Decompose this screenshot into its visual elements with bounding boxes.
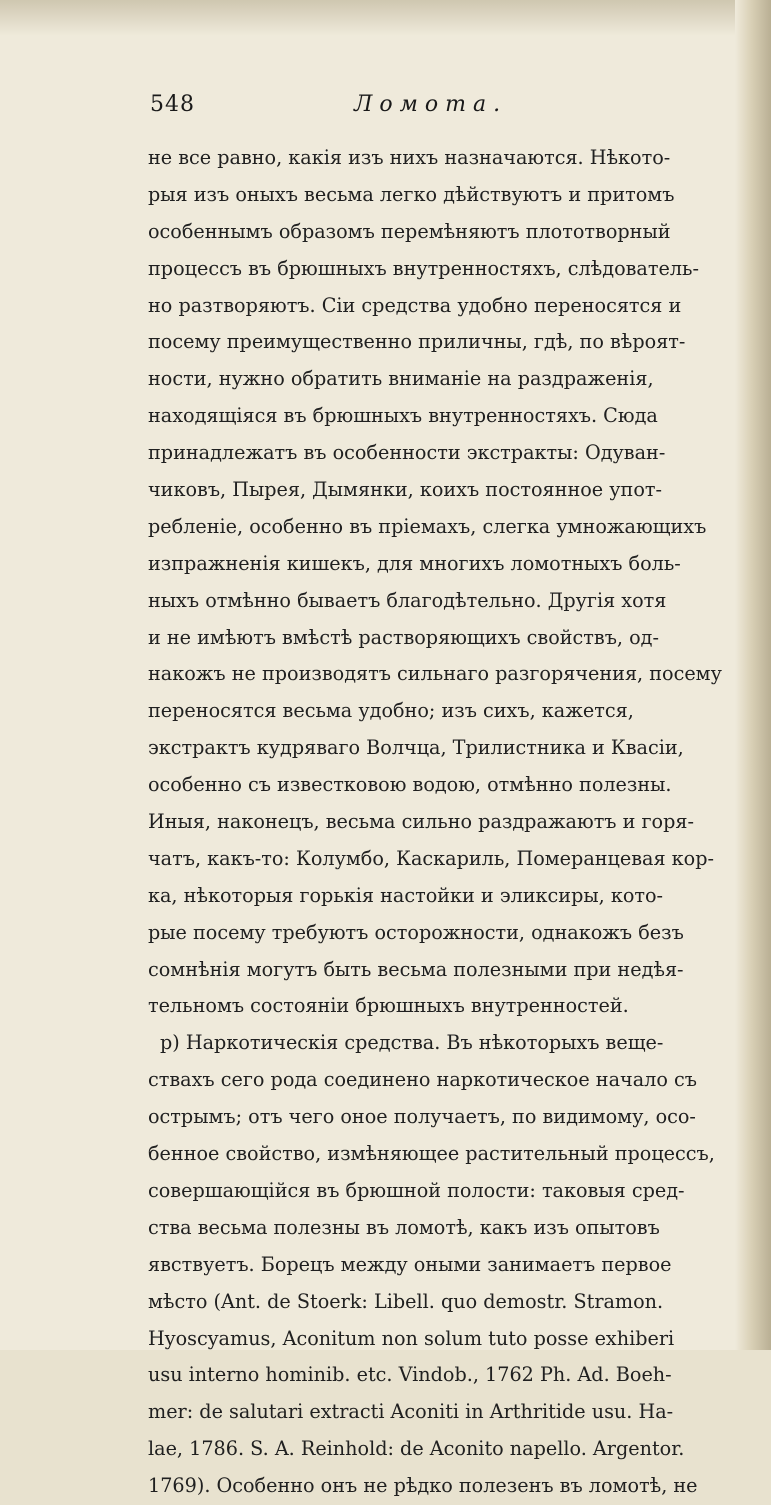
text-line: р) Наркотическія средства. Въ нѣкоторыхъ веще- [160,1031,664,1055]
text-line: накожъ не производятъ сильнаго разгорячения, посему [148,662,722,686]
text-line: чиковъ, Пырея, Дымянки, коихъ постоянное упот- [148,478,662,502]
text-line: ствахъ сего рода соединено наркотическое начало съ [148,1068,697,1092]
text-line: мѣсто (Ant. de Stoerk: Libell. quo demostr. Stramon. [148,1289,664,1313]
text-line: бенное свойство, измѣняющее растительный процессъ, [148,1142,715,1166]
text-line: посему преимущественно приличны, гдѣ, по вѣроят- [148,330,686,354]
page-number: 548 [150,92,195,117]
text-line: рые посему требуютъ осторожности, однакожъ безъ [148,920,684,944]
text-line: изпражненія кишекъ, для многихъ ломотныхъ боль- [148,551,681,575]
text-line: usu interno hominib. etc. Vindob., 1762 Ph. Ad. Boeh- [148,1363,672,1387]
text-line: принадлежатъ въ особенности экстракты: Одуван- [148,441,666,465]
text-line: сомнѣнія могутъ быть весьма полезными при недѣя- [148,957,684,981]
page-top-shadow [0,0,771,36]
text-line: тельномъ состояніи брюшныхъ внутренностей. [148,994,629,1018]
text-line: ства весьма полезны въ ломотѣ, какъ изъ опытовъ [148,1215,660,1239]
text-line: но разтворяютъ. Сіи средства удобно переносятся и [148,293,682,317]
text-line: ности, нужно обратить вниманіе на раздраженія, [148,367,654,391]
text-line: совершающійся въ брюшной полости: таковыя сред- [148,1178,685,1202]
text-line: особенно съ известковою водою, отмѣнно полезны. [148,773,672,797]
text-line: mer: de salutari extracti Aconiti in Arthritide usu. Ha- [148,1400,674,1424]
book-gutter-shadow [735,0,771,1350]
text-line: не все равно, какія изъ нихъ назначаются. Нѣкото- [148,146,671,169]
running-title: Ломота. [354,92,508,117]
text-line: ныхъ отмѣнно бываетъ благодѣтельно. Другія хотя [148,588,667,612]
text-line: чатъ, какъ-то: Колумбо, Каскариль, Померанцевая кор- [148,846,714,870]
text-line: экстрактъ кудряваго Волчца, Трилистника и Квасіи, [148,736,684,760]
text-line: Hyoscyamus, Aconitum non solum tuto posse exhiberi [148,1326,675,1350]
text-line: Иныя, наконецъ, весьма сильно раздражаютъ и горя- [148,810,694,834]
text-line: явствуетъ. Борецъ между оными занимаетъ первое [148,1252,672,1276]
text-line: рыя изъ оныхъ весьма легко дѣйствуютъ и притомъ [148,182,675,206]
text-body [148,140,730,1505]
text-line: находящіяся въ брюшныхъ внутренностяхъ. Сюда [148,404,658,428]
text-line: lae, 1786. S. A. Reinhold: de Aconito napello. Argentor. [148,1437,685,1461]
text-line: острымъ; отъ чего оное получаетъ, по видимому, осо- [148,1105,696,1129]
text-line: ка, нѣкоторыя горькія настойки и эликсиры, кото- [148,883,664,907]
text-line: и не имѣютъ вмѣстѣ растворяющихъ свойствъ, од- [148,625,659,649]
text-line: переносятся весьма удобно; изъ сихъ, кажется, [148,699,634,723]
text-line: процессъ въ брюшныхъ внутренностяхъ, слѣдователь- [148,256,699,280]
text-line: ребленіе, особенно въ пріемахъ, слегка умножающихъ [148,514,707,538]
text-line: особеннымъ образомъ перемѣняютъ плототворный [148,219,671,243]
page-header [150,92,610,128]
text-line: 1769). Особенно онъ не рѣдко полезенъ въ ломотѣ, не [148,1474,698,1498]
